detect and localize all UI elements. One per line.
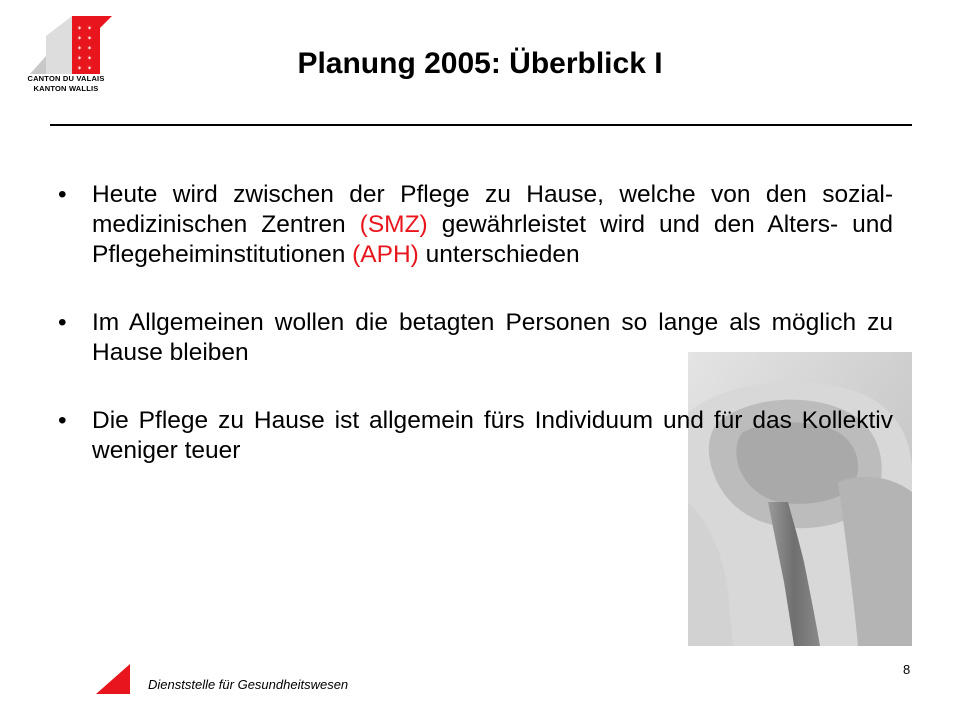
abbreviation-aph: (APH) xyxy=(352,241,419,268)
bullet-list xyxy=(58,180,893,466)
svg-text:✶: ✶ xyxy=(77,65,83,72)
slide-title: Planung 2005: Überblick I xyxy=(297,47,663,80)
svg-text:✶: ✶ xyxy=(77,55,83,62)
bullet-marker: • xyxy=(58,407,67,434)
abbreviation-smz: (SMZ) xyxy=(359,211,428,238)
bullet-text: gewährleistet wird und den Alters- und Pflegeheiminstitutionen xyxy=(92,211,894,268)
page-number: 8 xyxy=(903,662,911,677)
svg-text:✶: ✶ xyxy=(77,25,83,32)
svg-text:✶: ✶ xyxy=(87,25,93,32)
svg-text:✶: ✶ xyxy=(87,35,93,42)
logo-text-french: CANTON DU VALAIS xyxy=(27,74,105,83)
bullet-text: Die Pflege zu Hause ist allgemein fürs Individuum und für das Kollektiv weniger teuer xyxy=(92,407,893,464)
list-item xyxy=(58,308,893,368)
footer-department: Dienststelle für Gesundheitswesen xyxy=(148,677,349,692)
bullet-text: Heute wird zwischen der Pflege zu Hause, welche von den sozial-medizinischen Zentren xyxy=(92,181,893,238)
svg-text:✶: ✶ xyxy=(87,45,93,52)
svg-text:✶: ✶ xyxy=(87,55,93,62)
svg-text:✶: ✶ xyxy=(77,45,83,52)
bullet-text: unterschieden xyxy=(418,241,580,268)
list-item xyxy=(58,406,893,466)
bullet-marker: • xyxy=(58,181,67,208)
svg-text:✶: ✶ xyxy=(87,65,93,72)
bullet-marker: • xyxy=(58,309,67,336)
red-triangle-icon xyxy=(96,664,130,694)
bullet-text: Im Allgemeinen wollen die betagten Personen so lange als möglich zu Hause bleiben xyxy=(92,309,893,366)
svg-text:✶: ✶ xyxy=(77,35,83,42)
list-item xyxy=(58,180,893,270)
title-divider xyxy=(50,124,912,126)
logo-text-german: KANTON WALLIS xyxy=(33,84,99,93)
